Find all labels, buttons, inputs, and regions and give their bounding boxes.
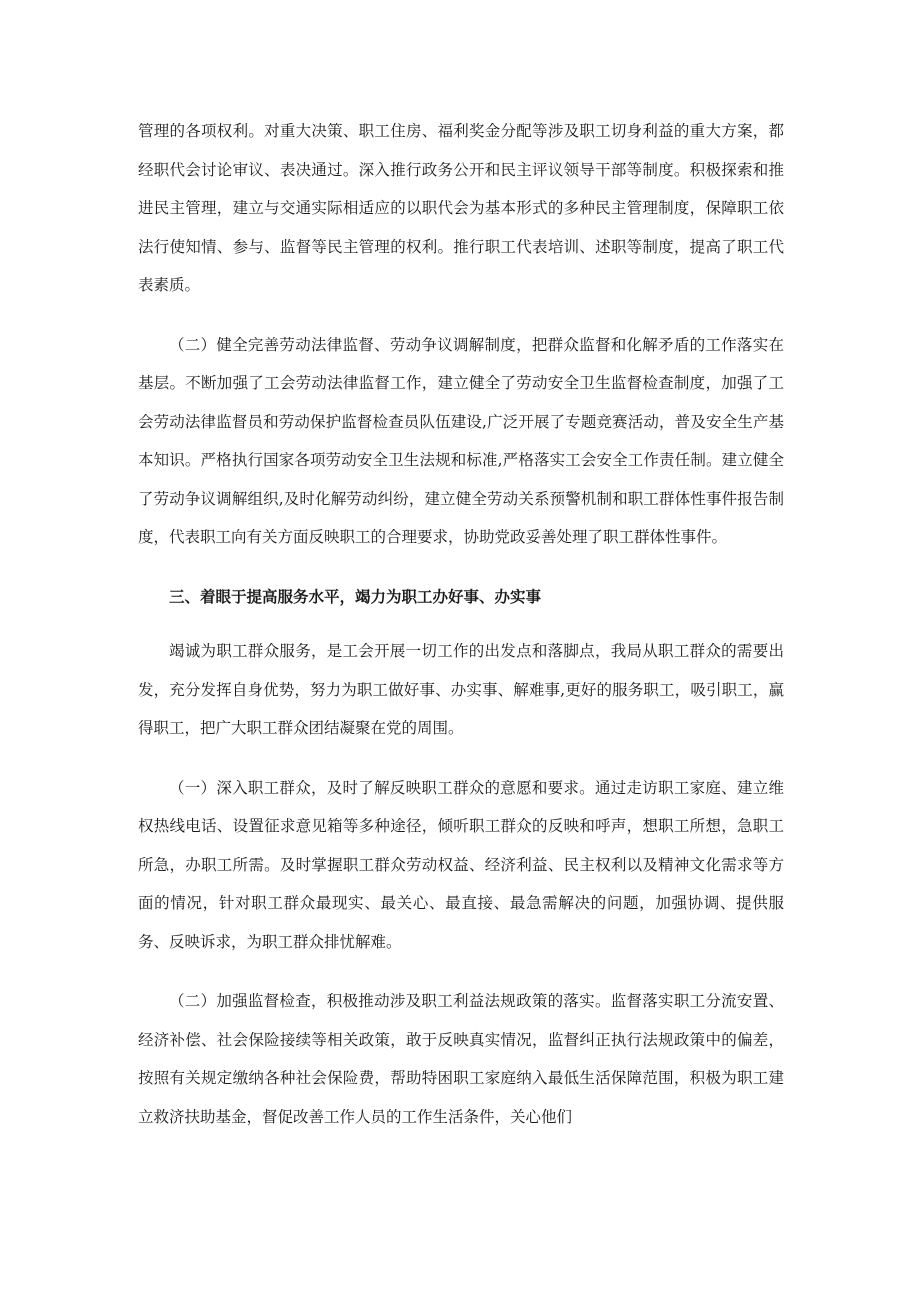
document-body <box>138 112 784 1157</box>
section-heading-service: 三、着眼于提高服务水平，竭力为职工办好事、办实事 <box>169 587 542 606</box>
paragraph-service-intro: 竭诚为职工群众服务，是工会开展一切工作的出发点和落脚点，我局从职工群众的需要出发，充分发挥自身优势，努力为职工做好事、办实事、解难事,更好的服务职工，吸引职工，赢得职工，把广大职工群众团结凝聚在党的周围。 <box>138 642 784 737</box>
paragraph-labor-law-supervision: （二）健全完善劳动法律监督、劳动争议调解制度，把群众监督和化解矛盾的工作落实在基层。不断加强了工会劳动法律监督工作，建立健全了劳动安全卫生监督检查制度，加强了工会劳动法律监督员和劳动保护监督检查员队伍建设,广泛开展了专题竞赛活动，普及安全生产基本知识。严格执行国家各项劳动安全卫生法规和标准,严格落实工会安全工作责任制。建立健全了劳动争议调解组织,及时化解劳动纠纷，建立健全劳动关系预警机制和职工群体性事件报告制度，代表职工向有关方面反映职工的合理要求，协助党政妥善处理了职工群体性事件。 <box>138 335 784 546</box>
paragraph-supervision-inspection: （二）加强监督检查，积极推动涉及职工利益法规政策的落实。监督落实职工分流安置、经济补偿、社会保险接续等相关政策，敢于反映真实情况，监督纠正执行法规政策中的偏差，按照有关规定缴纳各种社会保险费，帮助特困职工家庭纳入最低生活保障范围，积极为职工建立救济扶助基金，督促改善工作人员的工作生活条件，关心他们 <box>138 992 784 1126</box>
paragraph-continuation: 管理的各项权利。对重大决策、职工住房、福利奖金分配等涉及职工切身利益的重大方案，都经职代会讨论审议、表决通过。深入推行政务公开和民主评议领导干部等制度。积极探索和推进民主管理，建立与交通实际相适应的以职代会为基本形式的多种民主管理制度，保障职工依法行使知情、参与、监督等民主管理的权利。推行职工代表培训、述职等制度，提高了职工代表素质。 <box>138 122 784 294</box>
paragraph-understand-workers: （一）深入职工群众，及时了解反映职工群众的意愿和要求。通过走访职工家庭、建立维权热线电话、设置征求意见箱等多种途径，倾听职工群众的反映和呼声，想职工所想，急职工所急，办职工所需。及时掌握职工群众劳动权益、经济利益、民主权利以及精神文化需求等方面的情况，针对职工群众最现实、最关心、最直接、最急需解决的问题，加强协调、提供服务、反映诉求，为职工群众排忧解难。 <box>138 778 784 951</box>
